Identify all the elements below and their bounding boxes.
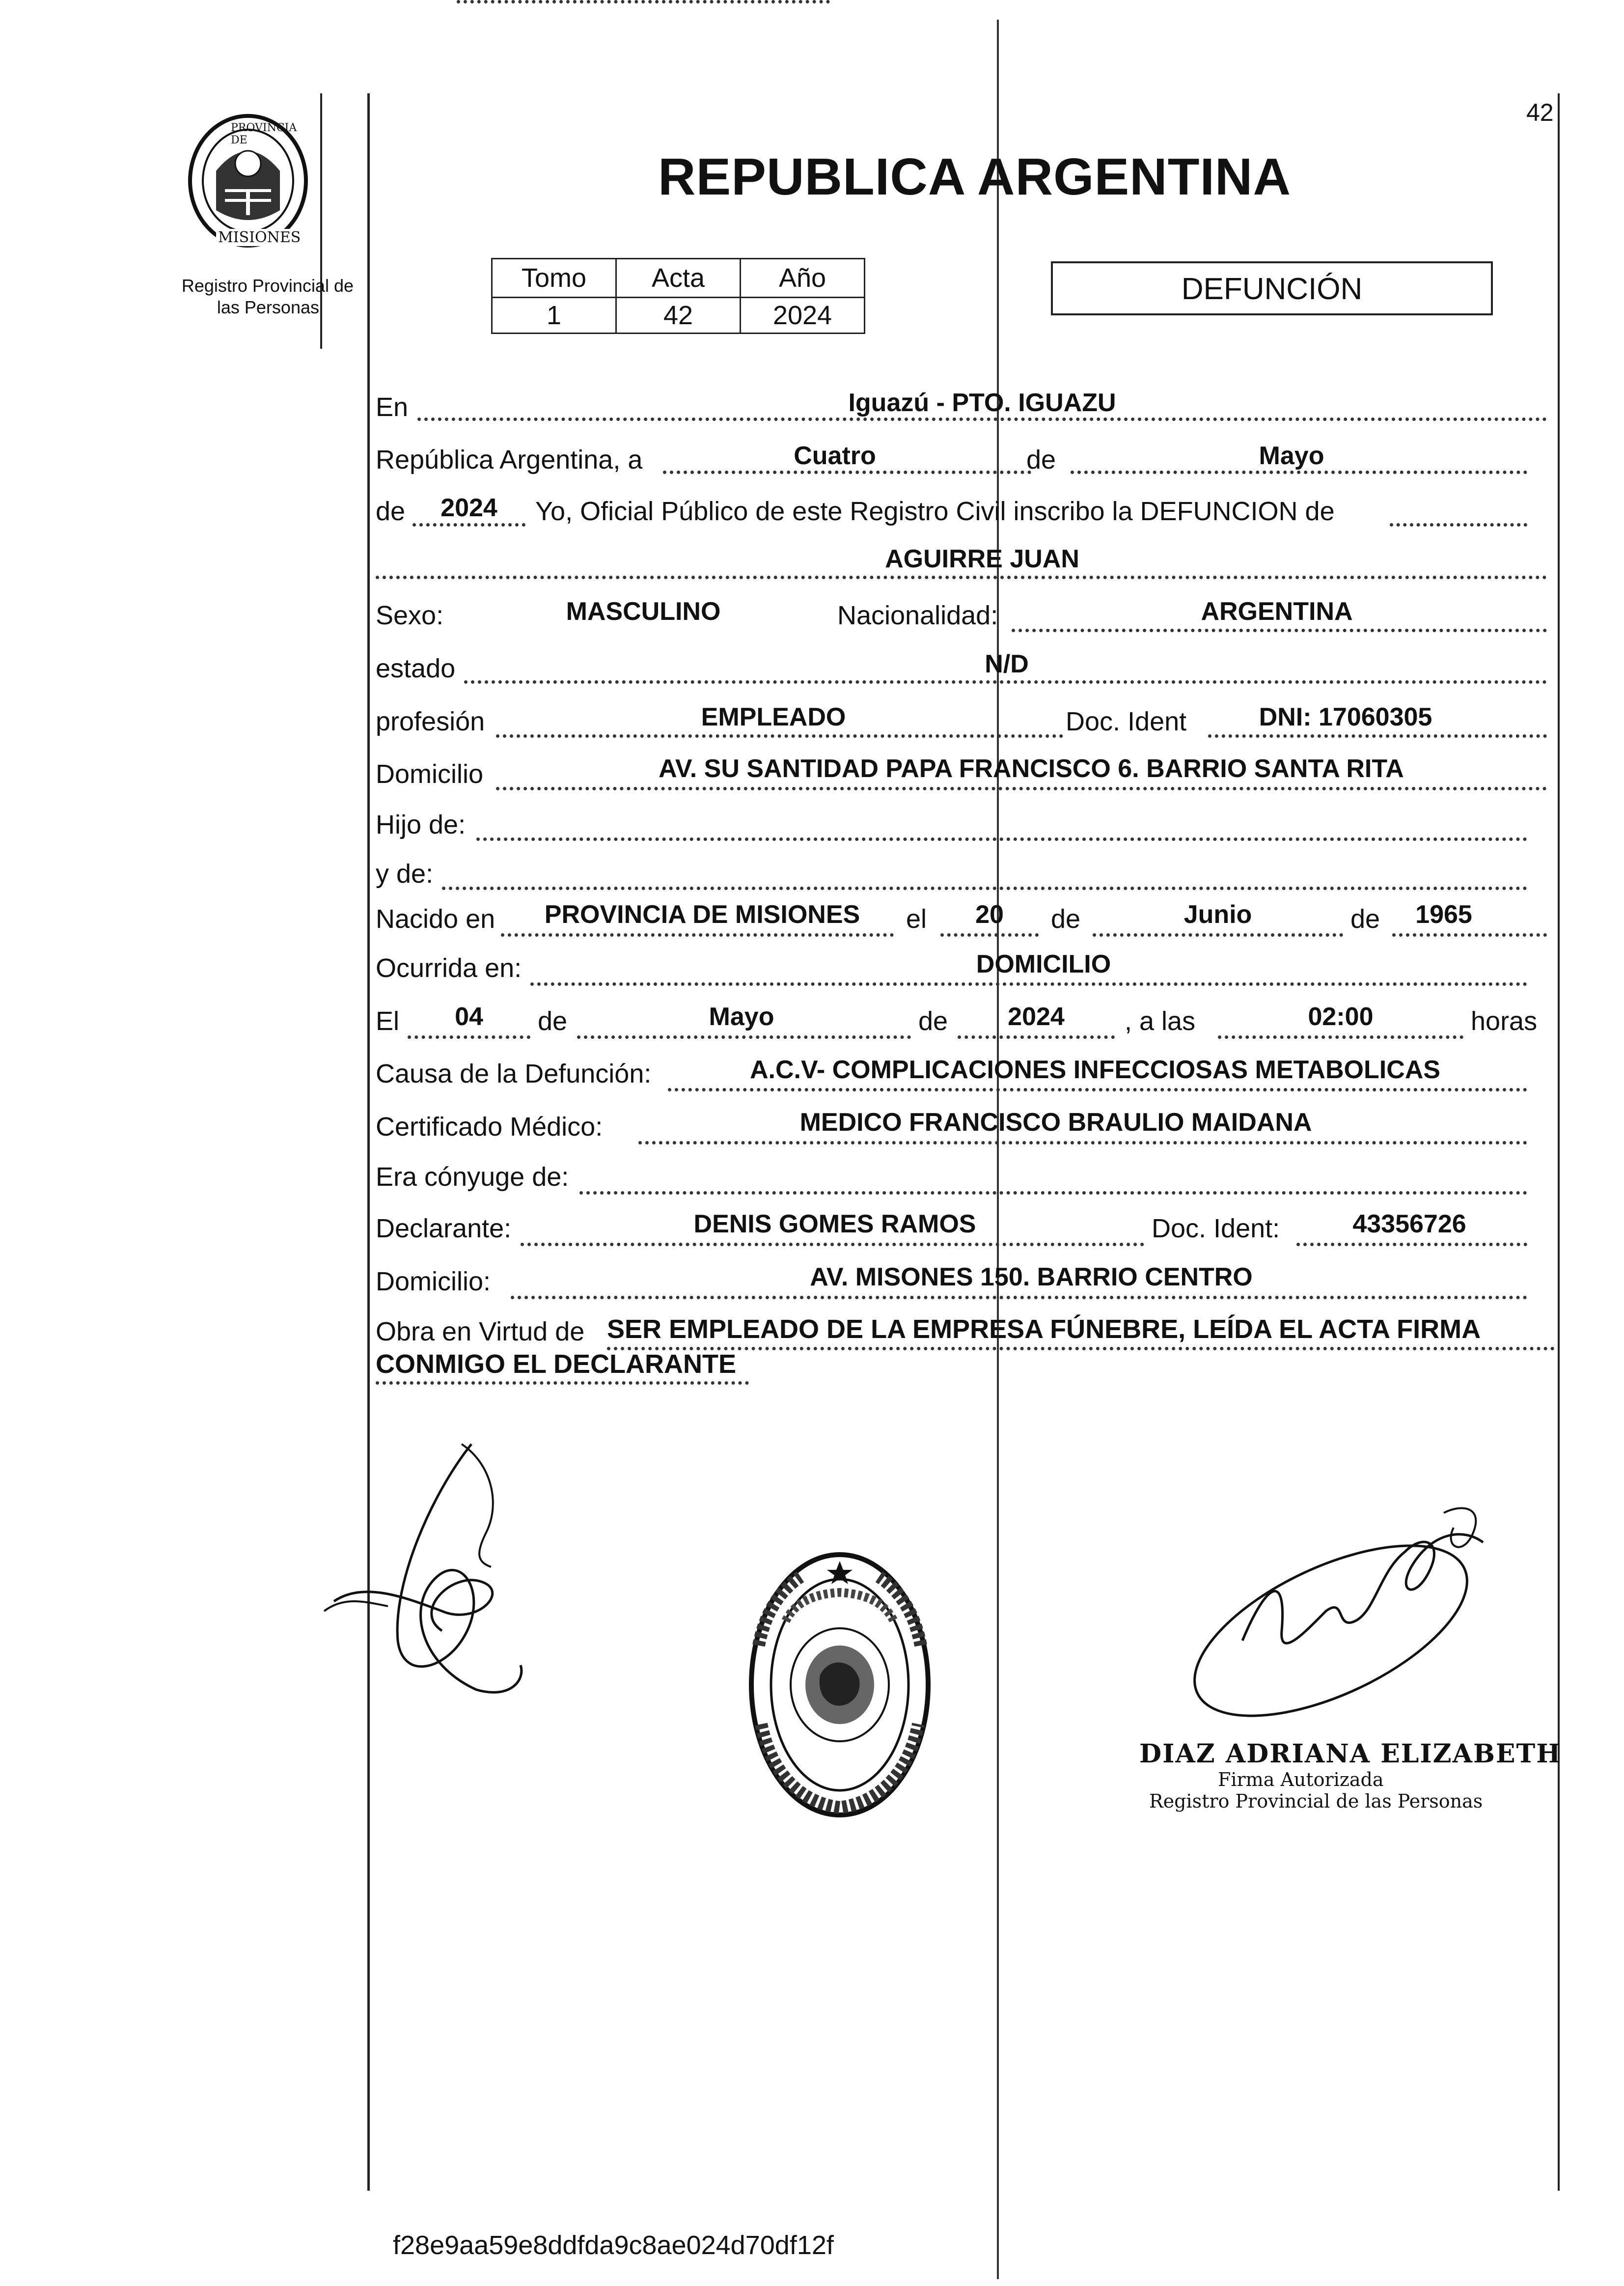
death-month-value: Mayo (709, 1003, 774, 1031)
certificado-value: MEDICO FRANCISCO BRAULIO MAIDANA (799, 1108, 1312, 1137)
month-value: Mayo (1259, 442, 1324, 470)
obra-value-line1: SER EMPLEADO DE LA EMPRESA FÚNEBRE, LEÍDA EL ACTA FIRMA (607, 1314, 1481, 1344)
birth-month-dotted-line (1093, 933, 1343, 937)
de5-label: de (538, 1006, 568, 1036)
document-type-box: DEFUNCIÓN (1051, 261, 1493, 315)
yde-dotted-line (442, 887, 1527, 890)
nacido-label: Nacido en (376, 904, 495, 934)
certificado-dotted-line (638, 1141, 1527, 1144)
conyuge-dotted-line (579, 1191, 1527, 1195)
death-month-dotted-line (577, 1035, 911, 1039)
signature-block (1139, 1739, 1561, 1812)
domicilio2-dotted-line (511, 1296, 1527, 1299)
place-value: Iguazú - PTO. IGUAZU (848, 389, 1116, 417)
death-day-dotted-line (408, 1035, 530, 1039)
signer-name: DIAZ ADRIANA ELIZABETH (1139, 1739, 1562, 1769)
de4-label: de (1350, 904, 1380, 934)
nacionalidad-value: ARGENTINA (1201, 597, 1353, 626)
de3-label: de (1051, 904, 1081, 934)
obra-label: Obra en Virtud de (376, 1317, 585, 1346)
signer-role: Firma Autorizada (1218, 1769, 1384, 1790)
footer-hash: f28e9aa59e8ddfda9c8ae024d70df12f (393, 2230, 834, 2260)
declarante-value: DENIS GOMES RAMOS (693, 1210, 976, 1238)
birth-year-dotted-line (1392, 933, 1547, 937)
death-time-value: 02:00 (1308, 1003, 1374, 1031)
ocurrida-dotted-line (530, 982, 1527, 986)
acta-value: 42 (616, 298, 741, 334)
declarante-label: Declarante: (376, 1214, 512, 1243)
logo-caption (147, 275, 354, 318)
tomo-value: 1 (492, 298, 616, 334)
nacionalidad-dotted-line (1012, 629, 1547, 632)
official-stamp-icon (746, 1547, 933, 1822)
death-time-dotted-line (1218, 1035, 1463, 1039)
de2-label: de (376, 497, 406, 526)
nacido-value: PROVINCIA DE MISIONES (544, 900, 860, 929)
sexo-label: Sexo: (376, 601, 444, 630)
death-year-dotted-line (958, 1035, 1115, 1039)
signer-registry: Registro Provincial de las Personas (1149, 1790, 1483, 1812)
nacionalidad-label: Nacionalidad: (837, 601, 998, 630)
alas-label: , a las (1125, 1006, 1196, 1036)
registry-index-value-row (492, 298, 865, 334)
seal-text-top: PROVINCIA DE (231, 122, 297, 146)
nacido-dotted-line (501, 933, 894, 937)
de-label: de (1026, 445, 1056, 474)
page-number: 42 (1526, 99, 1554, 126)
doc-ident-label: Doc. Ident (1066, 707, 1187, 736)
declarant-signature-icon (314, 1434, 570, 1700)
seal-text-bottom: MISIONES (216, 229, 303, 246)
inscribo-text: Yo, Oficial Público de este Registro Civil inscribo la DEFUNCION de (535, 497, 1335, 526)
de6-label: de (918, 1006, 948, 1036)
official-signature-icon (1169, 1483, 1513, 1739)
sexo-dotted-line (457, 0, 830, 3)
death-day-value: 04 (455, 1003, 483, 1031)
logo-caption-line1: Registro Provincial de (181, 276, 354, 296)
domicilio-label: Domicilio (376, 759, 484, 789)
en-label: En (376, 392, 409, 422)
day-value: Cuatro (794, 442, 876, 470)
yde-label: y de: (376, 859, 434, 889)
ocurrida-label: Ocurrida en: (376, 953, 522, 983)
conyuge-label: Era cónyuge de: (376, 1162, 569, 1192)
doc-ident2-label: Doc. Ident: (1152, 1214, 1280, 1243)
registry-index-header-row (492, 259, 865, 298)
domicilio2-label: Domicilio: (376, 1267, 491, 1296)
birth-day-value: 20 (975, 900, 1004, 929)
inscribo-tail-dotted-line (1390, 523, 1527, 527)
acta-header: Acta (616, 259, 741, 298)
en-dotted-line (417, 418, 1547, 421)
estado-label: estado (376, 654, 456, 683)
left-border-line (367, 93, 370, 2191)
el2-label: El (376, 1006, 400, 1036)
document-title: REPUBLICA ARGENTINA (658, 148, 1292, 206)
name-dotted-line (376, 576, 1547, 579)
logo-caption-line2: las Personas (217, 297, 319, 317)
official-stamp (746, 1547, 933, 1822)
ocurrida-value: DOMICILIO (976, 950, 1111, 978)
birth-month-value: Junio (1184, 900, 1252, 929)
sexo-value: MASCULINO (566, 597, 721, 626)
month-dotted-line (1071, 471, 1527, 474)
doc-ident-value: DNI: 17060305 (1259, 703, 1432, 731)
center-fold-line (997, 20, 999, 2279)
domicilio2-value: AV. MISONES 150. BARRIO CENTRO (810, 1263, 1253, 1291)
birth-day-dotted-line (940, 933, 1039, 937)
estado-value: N/D (985, 650, 1029, 678)
birth-year-value: 1965 (1415, 900, 1472, 929)
anio-header: Año (741, 259, 865, 298)
doc-ident2-dotted-line (1296, 1243, 1527, 1246)
certificado-label: Certificado Médico: (376, 1112, 603, 1142)
obra-dotted-line1 (607, 1347, 1555, 1350)
domicilio-dotted-line (496, 787, 1547, 790)
hijo-dotted-line (476, 837, 1527, 841)
republica-label: República Argentina, a (376, 445, 643, 474)
causa-value: A.C.V- COMPLICACIONES INFECCIOSAS METABOLICAS (750, 1056, 1440, 1084)
causa-dotted-line (668, 1088, 1527, 1091)
el-label: el (906, 904, 927, 934)
registry-index-table (491, 258, 865, 334)
year-dotted-line (413, 523, 525, 527)
profesion-value: EMPLEADO (701, 703, 846, 731)
death-year-value: 2024 (1008, 1003, 1065, 1031)
day-dotted-line (663, 471, 1031, 474)
profesion-dotted-line (496, 734, 1063, 738)
causa-label: Causa de la Defunción: (376, 1059, 652, 1088)
profesion-label: profesión (376, 707, 485, 736)
doc-ident2-value: 43356726 (1352, 1210, 1466, 1238)
domicilio-value: AV. SU SANTIDAD PAPA FRANCISCO 6. BARRIO SANTA RITA (659, 754, 1404, 783)
estado-dotted-line (464, 680, 1547, 684)
province-seal-logo (187, 112, 309, 250)
obra-value-line2: CONMIGO EL DECLARANTE (376, 1349, 737, 1379)
hijo-label: Hijo de: (376, 810, 466, 839)
horas-label: horas (1471, 1006, 1538, 1036)
anio-value: 2024 (741, 298, 865, 334)
tomo-header: Tomo (492, 259, 616, 298)
year-value: 2024 (440, 494, 497, 522)
deceased-name-value: AGUIRRE JUAN (885, 545, 1079, 573)
obra-dotted-line2 (376, 1381, 749, 1385)
declarante-dotted-line (521, 1243, 1144, 1246)
doc-ident-dotted-line (1208, 734, 1547, 738)
right-border-line (1558, 93, 1560, 2191)
